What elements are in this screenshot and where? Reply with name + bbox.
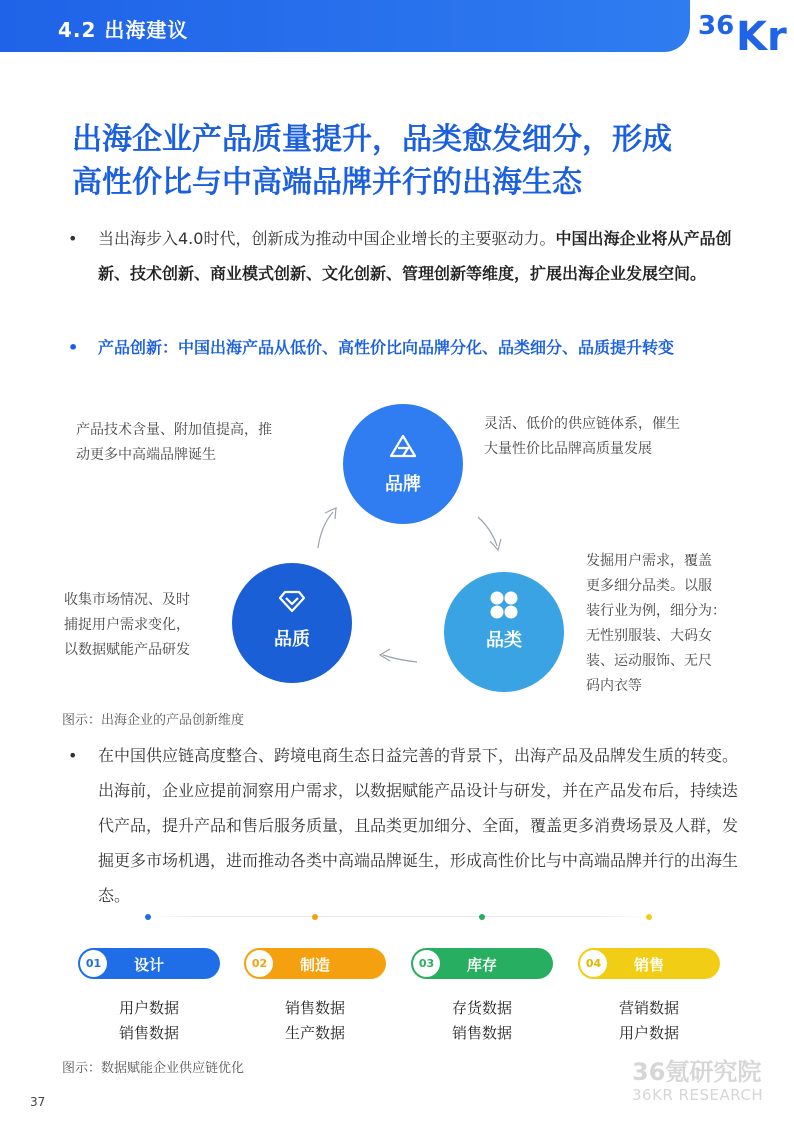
supply-note-line-2: 大量性价比品牌高质量发展	[484, 441, 652, 457]
category-note-line: 无性别服装、大码女	[586, 628, 712, 644]
design-data	[78, 996, 220, 1046]
step-number: 03	[413, 950, 440, 977]
category-note	[586, 549, 756, 699]
section-title: 4.2 出海建议	[58, 18, 189, 42]
timeline-dot	[646, 914, 652, 920]
data-item: 存货数据	[451, 999, 512, 1017]
figure-caption-1: 图示：出海企业的产品创新维度	[62, 713, 245, 728]
bullet-dot: •	[68, 229, 78, 248]
data-item: 营销数据	[618, 999, 679, 1017]
bullet-dot: •	[68, 746, 78, 765]
category-note-line: 发掘用户需求，覆盖	[586, 553, 712, 569]
step-manufacture	[244, 948, 386, 979]
data-item: 用户数据	[618, 1024, 679, 1042]
brand-label: 品牌	[385, 474, 421, 495]
headline-line-2: 高性价比与中高端品牌并行的出海生态	[72, 165, 582, 200]
timeline-dot	[312, 914, 318, 920]
category-note-line: 装、运动服饰、无尺	[586, 653, 712, 669]
bullet-2-text: 产品创新：中国出海产品从低价、高性价比向品牌分化、品类细分、品质提升转变	[98, 338, 675, 357]
supply-note-line-1: 灵活、低价的供应链体系，催生	[484, 416, 680, 432]
quality-note-line: 收集市场情况、及时	[64, 592, 190, 608]
step-label: 库存	[466, 956, 497, 974]
bullet-1-lead: 当出海步入4.0时代，创新成为推动中国企业增长的主要驱动力。	[98, 229, 556, 248]
page-number: 37	[30, 1095, 46, 1109]
data-item: 销售数据	[284, 999, 345, 1017]
step-label: 设计	[133, 956, 164, 974]
category-note-line: 更多细分品类。以服	[586, 578, 712, 594]
brand-note-line-1: 产品技术含量、附加值提高，推	[76, 422, 272, 438]
step-label: 销售	[633, 956, 664, 974]
step-number: 02	[246, 950, 273, 977]
brand-note-line-2: 动更多中高端品牌诞生	[76, 447, 216, 463]
bullet-3-text: 在中国供应链高度整合、跨境电商生态日益完善的背景下，出海产品及品牌发生质的转变。出海前，企业应提前洞察用户需求，以数据赋能产品设计与研发，并在产品发布后，持续迭代产品，提升产品和售后服务质量，且品类更加细分、全面，覆盖更多消费场景及人群，发掘更多市场机遇，进而推动各类中高端品牌诞生，形成高性价比与中高端品牌并行的出海生态。	[98, 746, 739, 905]
bullet-dot: •	[68, 338, 79, 357]
manufacture-data	[244, 996, 386, 1046]
step-sales	[578, 948, 720, 979]
data-item: 用户数据	[118, 999, 179, 1017]
timeline-line	[148, 916, 648, 917]
data-item: 销售数据	[118, 1024, 179, 1042]
bullet-supply-chain	[68, 738, 739, 913]
quality-note-line: 捕捉用户需求变化，	[64, 617, 190, 633]
bullet-1-bold: 中国出海企业将从产品创新、技术创新、商业模式创新、文化创新、管理创新等维度，扩展出海企业发展空间。	[98, 229, 732, 283]
category-label: 品类	[486, 630, 522, 651]
quality-label: 品质	[274, 629, 310, 650]
quality-note-line: 以数据赋能产品研发	[64, 642, 190, 658]
timeline-dot	[145, 914, 151, 920]
watermark-cn: 36氪研究院	[632, 1058, 762, 1086]
svg-text:Kr: Kr	[736, 14, 787, 52]
data-item: 销售数据	[451, 1024, 512, 1042]
quality-note	[64, 588, 234, 663]
timeline-dot	[479, 914, 485, 920]
category-note-line: 装行业为例，细分为：	[586, 603, 726, 619]
step-inventory	[411, 948, 553, 979]
sales-data	[578, 996, 720, 1046]
figure-caption-2: 图示：数据赋能企业供应链优化	[62, 1061, 245, 1076]
data-item: 生产数据	[284, 1024, 345, 1042]
category-note-line: 码内衣等	[586, 678, 642, 694]
svg-text:36: 36	[698, 11, 735, 41]
step-design	[78, 948, 220, 979]
headline-line-1: 出海企业产品质量提升，品类愈发细分，形成	[72, 122, 672, 157]
step-number: 04	[580, 950, 607, 977]
step-number: 01	[80, 950, 107, 977]
watermark-en: 36KR RESEARCH	[632, 1086, 764, 1104]
step-label: 制造	[299, 956, 330, 974]
watermark	[632, 1058, 763, 1104]
inventory-data	[411, 996, 553, 1046]
